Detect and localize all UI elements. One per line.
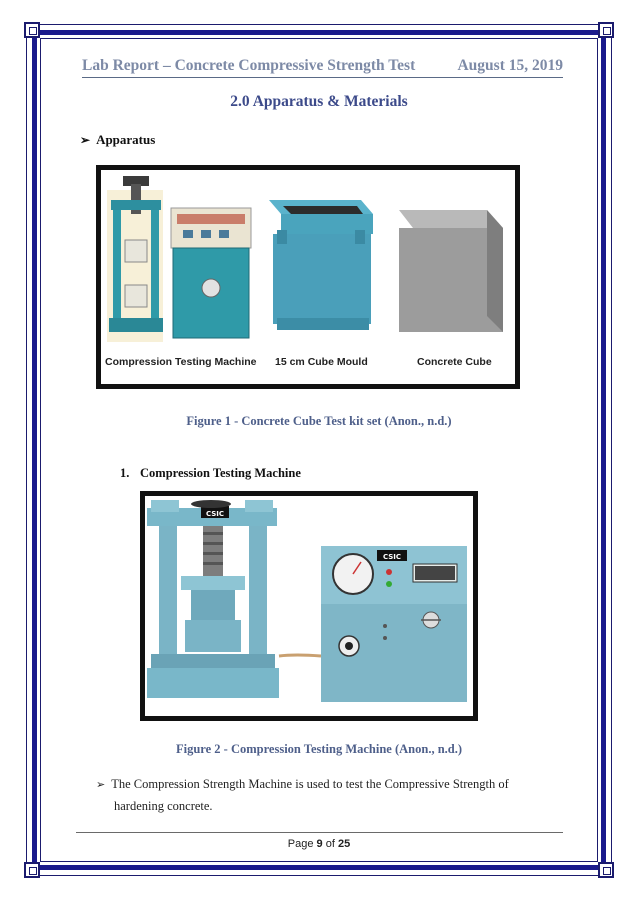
item-number: 1. bbox=[120, 466, 130, 480]
page-border-inner bbox=[40, 38, 598, 862]
apparatus-heading-text: Apparatus bbox=[96, 132, 156, 147]
figure-1-label-cube: Concrete Cube bbox=[417, 356, 492, 368]
footer-middle: of bbox=[325, 838, 335, 850]
figure-1-image bbox=[96, 165, 520, 389]
compression-machine-illustration bbox=[145, 496, 473, 716]
page-header bbox=[82, 57, 563, 78]
figure-1-caption: Figure 1 - Concrete Cube Test kit set (Anon., n.d.) bbox=[186, 414, 452, 428]
figure-1-label-machine: Compression Testing Machine bbox=[105, 356, 257, 368]
figure-2-image bbox=[140, 491, 478, 721]
footer-current-page: 9 bbox=[316, 838, 323, 850]
figure-2-brand-label: CSIC bbox=[382, 553, 402, 561]
header-title: Lab Report – Concrete Compressive Strength Test bbox=[82, 57, 416, 74]
arrow-bullet-icon: ➢ bbox=[96, 779, 106, 791]
figure-2-brand-label: CSIC bbox=[205, 510, 225, 518]
item-title: Compression Testing Machine bbox=[140, 466, 301, 480]
description-paragraph bbox=[96, 774, 536, 817]
footer-prefix: Page bbox=[287, 838, 314, 850]
apparatus-heading bbox=[80, 132, 155, 148]
border-corner-ornament bbox=[598, 22, 614, 38]
figure-2-caption: Figure 2 - Compression Testing Machine (Anon., n.d.) bbox=[175, 742, 463, 756]
footer-total-pages: 25 bbox=[337, 838, 351, 850]
paragraph-line-2: hardening concrete. bbox=[114, 799, 213, 813]
border-corner-ornament bbox=[24, 22, 40, 38]
border-corner-ornament bbox=[598, 862, 614, 878]
numbered-item-1 bbox=[120, 466, 301, 481]
arrow-bullet-icon: ➢ bbox=[80, 133, 91, 147]
footer-divider bbox=[76, 832, 563, 833]
page-footer bbox=[0, 838, 638, 850]
figure-1-label-mould: 15 cm Cube Mould bbox=[275, 356, 368, 368]
border-corner-ornament bbox=[24, 862, 40, 878]
section-title: 2.0 Apparatus & Materials bbox=[230, 93, 408, 110]
header-date: August 15, 2019 bbox=[457, 57, 563, 74]
paragraph-line-1: The Compression Strength Machine is used to test the Compressive Strength of bbox=[111, 777, 509, 791]
concrete-test-kit-illustration bbox=[101, 170, 515, 384]
